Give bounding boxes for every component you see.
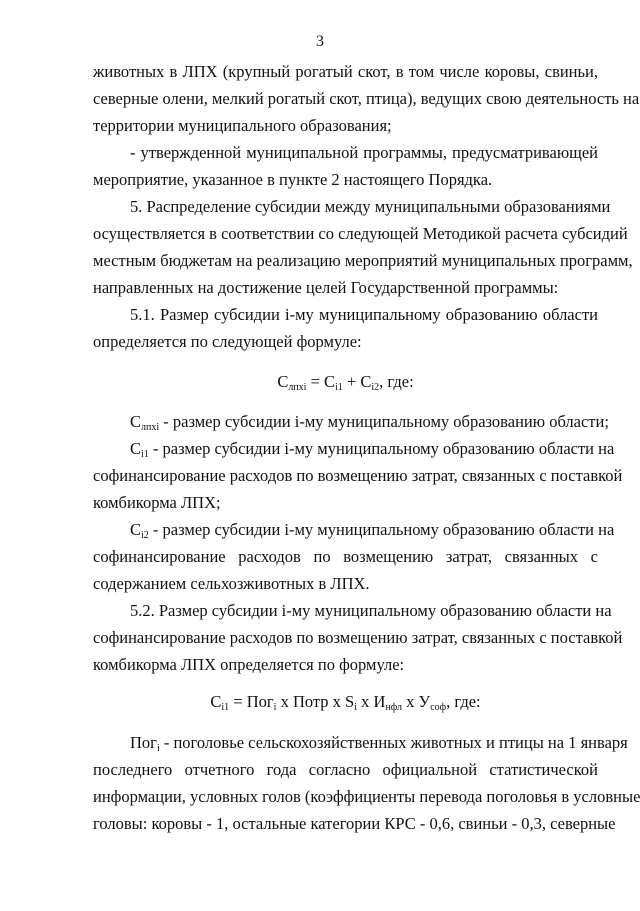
- text-line: 5.2. Размер субсидии i-му муниципальному образованию области на: [130, 601, 612, 620]
- text-line: софинансирование расходов по возмещению затрат, связанных с: [93, 547, 598, 566]
- text-line: комбикорма ЛПХ определяется по формуле:: [93, 655, 405, 674]
- formula-c-lphx: $C_{лпхi} = C_{i1} + C_{i2}$, где:: [277, 372, 414, 393]
- text-line: северные олени, мелкий рогатый скот, птица), ведущих свою деятельность на: [93, 89, 640, 108]
- text-line: осуществляется в соответствии со следующей Методикой расчета субсидий: [93, 224, 628, 243]
- text-line: местным бюджетам на реализацию мероприятий муниципальных программ,: [93, 251, 633, 270]
- text-line: содержанием сельхозживотных в ЛПХ.: [93, 574, 370, 593]
- text-line: направленных на достижение целей Государственной программы:: [93, 278, 559, 297]
- definition-line: Пог$_i$ - поголовье сельскохозяйственных животных и птицы на 1 января: [130, 733, 628, 754]
- text-line: 5. Распределение субсидии между муниципальными образованиями: [130, 197, 611, 216]
- definition-line: $C_{i1}$ - размер субсидии i-му муниципальному образованию области на: [130, 439, 615, 460]
- text-line: определяется по следующей формуле:: [93, 332, 362, 351]
- text-line: мероприятие, указанное в пункте 2 настоящего Порядка.: [93, 170, 493, 189]
- text-line: 5.1. Размер субсидии i-му муниципальному образованию области: [130, 305, 598, 324]
- text-line: - утвержденной муниципальной программы, предусматривающей: [130, 143, 598, 162]
- text-line: информации, условных голов (коэффициенты перевода поголовья в условные: [93, 787, 640, 806]
- text-line: последнего отчетного года согласно официальной статистической: [93, 760, 598, 779]
- text-line: софинансирование расходов по возмещению затрат, связанных с поставкой: [93, 628, 623, 647]
- text-line: головы: коровы - 1, остальные категории КРС - 0,6, свиньи - 0,3, северные: [93, 814, 616, 833]
- text-line: животных в ЛПХ (крупный рогатый скот, в том числе коровы, свиньи,: [93, 62, 598, 81]
- formula-c-i1: $C_{i1} = Пог_i$ x Потр x $S_i$ x $И_{нфл}$ x $У_{соф}$, где:: [210, 692, 481, 713]
- text-line: территории муниципального образования;: [93, 116, 392, 135]
- definition-line: $C_{лпхi}$ - размер субсидии i-му муниципальному образованию области;: [130, 412, 609, 433]
- text-line: софинансирование расходов по возмещению затрат, связанных с поставкой: [93, 466, 623, 485]
- definition-line: $C_{i2}$ - размер субсидии i-му муниципальному образованию области на: [130, 520, 615, 541]
- text-line: комбикорма ЛПХ;: [93, 493, 221, 512]
- page-number: 3: [316, 33, 324, 50]
